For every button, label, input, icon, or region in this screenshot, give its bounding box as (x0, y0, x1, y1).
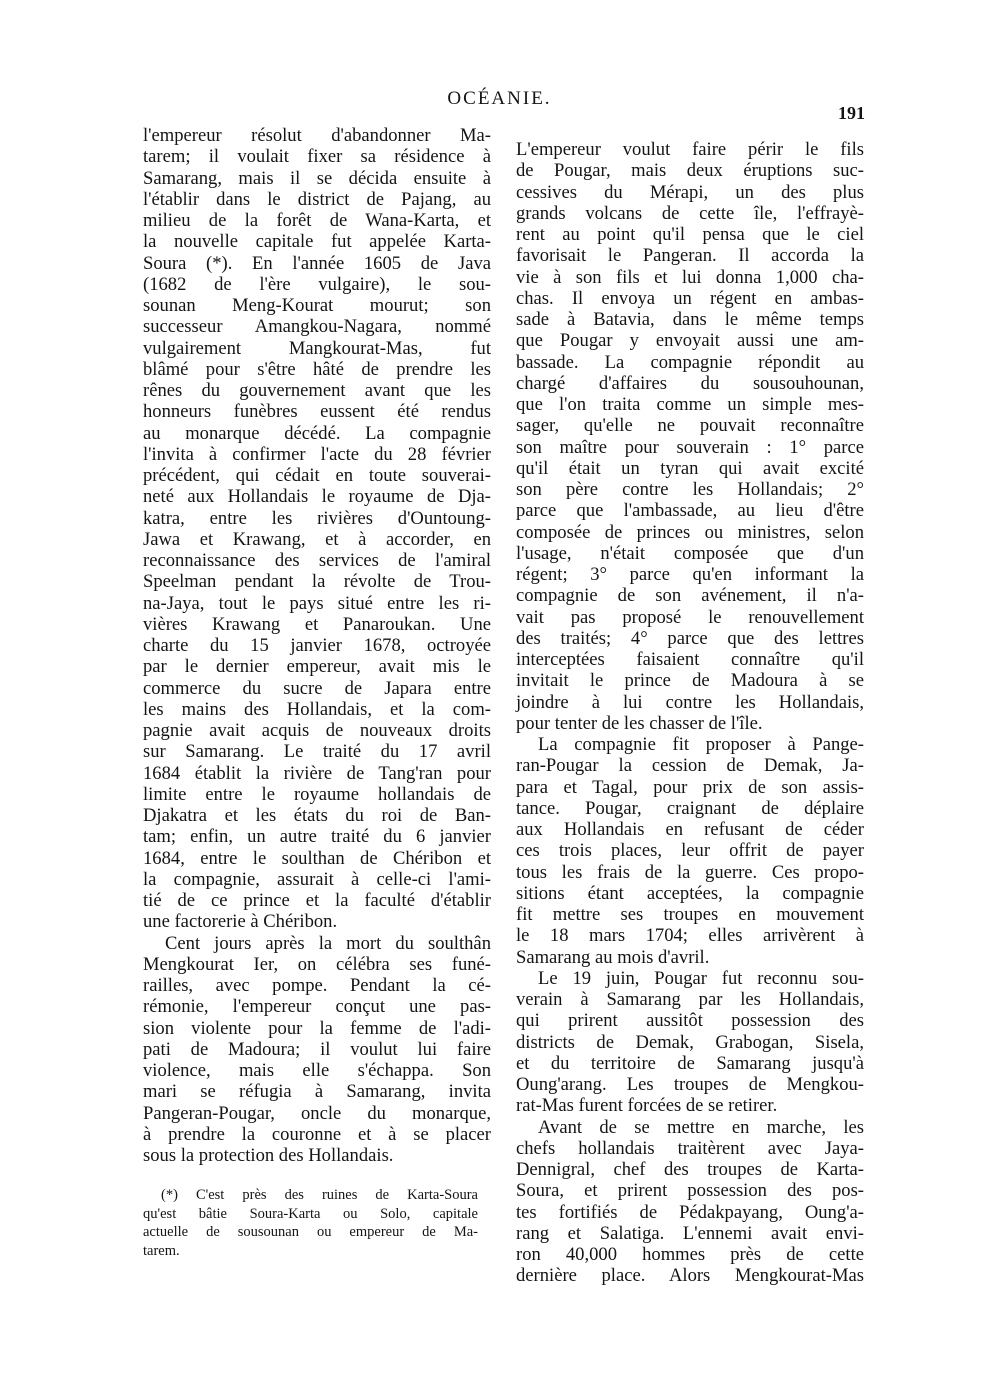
text-line: vait pas proposé le renouvellement (516, 606, 864, 628)
right-column (516, 139, 864, 1287)
text-line: Samarang au mois d'avril. (516, 946, 710, 968)
text-line: bassade. La compagnie répondit au (516, 351, 864, 373)
text-line: compagnie de son avénement, il n'a- (516, 585, 864, 607)
text-line: Jawa et Krawang, et à accorder, en (143, 528, 491, 550)
text-line: dernière place. Alors Mengkourat-Mas (516, 1265, 864, 1287)
text-line: Mengkourat Ier, on célébra ses funé- (143, 953, 491, 975)
text-line: pour tenter de les chasser de l'île. (516, 712, 763, 734)
text-line: (*) C'est près des ruines de Karta-Soura (161, 1187, 478, 1203)
text-line: à prendre la couronne et à se placer (143, 1123, 491, 1145)
footnote (143, 1186, 478, 1260)
text-line: de Pougar, mais deux éruptions suc- (516, 160, 864, 182)
text-line: précédent, qui cédait en toute souverai- (143, 465, 491, 486)
text-line: son père contre les Hollandais; 2° (516, 479, 864, 500)
text-line: sur Samarang. Le traité du 17 avril (143, 741, 491, 763)
text-line: milieu de la forêt de Wana-Karta, et (143, 210, 491, 231)
paragraph (143, 1186, 478, 1260)
text-line: tes fortifiés de Pédakpayang, Oung'a- (516, 1201, 864, 1223)
text-line: Soura, et prirent possession des pos- (516, 1180, 864, 1202)
text-line: na-Jaya, tout le pays situé entre les ri- (143, 592, 491, 614)
text-line: fit mettre ses troupes en mouvement (516, 904, 864, 925)
page-number: 191 (838, 103, 865, 123)
text-line: para et Tagal, pour prix de son assis- (516, 776, 864, 798)
text-line: ran-Pougar la cession de Demak, Ja- (516, 755, 864, 777)
text-line: régent; 3° parce qu'en informant la (516, 564, 864, 585)
text-line: Cent jours après la mort du soulthân (165, 932, 491, 954)
text-line: des traités; 4° parce que des lettres (516, 627, 864, 649)
paragraph (516, 968, 864, 1117)
text-line: violence, mais elle s'échappa. Son (143, 1060, 491, 1081)
text-line: verain à Samarang par les Hollandais, (516, 989, 864, 1010)
text-line: son maître pour souverain : 1° parce (516, 436, 864, 458)
text-line: qu'il était un tyran qui avait excité (516, 457, 864, 479)
text-line: sion violente pour la femme de l'adi- (143, 1017, 491, 1039)
text-line: Pangeran-Pougar, oncle du monarque, (143, 1102, 491, 1124)
text-line: sade à Batavia, dans le même temps (516, 309, 864, 330)
text-line: rat-Mas furent forcées de se retirer. (516, 1095, 778, 1117)
text-line: composée de princes ou ministres, selon (516, 521, 864, 543)
text-line: cessives du Mérapi, un des plus (516, 181, 864, 203)
text-line: tance. Pougar, craignant de déplaire (516, 797, 864, 819)
paragraph (143, 933, 491, 1167)
text-line: sounan Meng-Kourat mourut; son (143, 295, 491, 316)
text-line: vulgairement Mangkourat-Mas, fut (143, 337, 491, 359)
text-line: L'empereur voulut faire périr le fils (516, 139, 864, 160)
text-line: limite entre le royaume hollandais de (143, 783, 491, 805)
text-line: parce que l'ambassade, au lieu d'être (516, 500, 864, 522)
left-column (143, 125, 491, 1166)
text-line: honneurs funèbres eussent été rendus (143, 401, 491, 423)
paragraph (143, 125, 491, 933)
text-line: sager, qu'elle ne pouvait reconnaître (516, 415, 864, 437)
text-line: (1682 de l'ère vulgaire), le sou- (143, 273, 491, 295)
text-line: que l'on traita comme un simple mes- (516, 394, 864, 415)
text-line: Avant de se mettre en marche, les (538, 1116, 864, 1138)
text-line: rênes du gouvernement avant que les (143, 380, 491, 401)
text-line: une factorerie à Chéribon. (143, 911, 338, 933)
text-line: l'invita à confirmer l'acte du 28 février (143, 443, 491, 465)
text-line: pati de Madoura; il voulut lui faire (143, 1038, 491, 1060)
text-line: successeur Amangkou-Nagara, nommé (143, 316, 491, 338)
text-line: tarem. (143, 1242, 180, 1259)
text-line: vie à son fils et lui donna 1,000 cha- (516, 266, 864, 288)
text-line: Speelman pendant la révolte de Trou- (143, 571, 491, 593)
text-line: chargé d'affaires du sousouhounan, (516, 372, 864, 394)
text-line: chas. Il envoya un régent en ambas- (516, 287, 864, 309)
text-line: ces trois places, leur offrit de payer (516, 840, 864, 862)
text-line: railles, avec pompe. Pendant la cé- (143, 975, 491, 996)
text-line: grands volcans de cette île, l'effrayè- (516, 202, 864, 224)
text-line: la compagnie, assurait à celle-ci l'ami- (143, 868, 491, 890)
text-line: par le dernier empereur, avait mis le (143, 656, 491, 678)
text-line: tam; enfin, un autre traité du 6 janvier (143, 826, 491, 848)
text-line: 1684, entre le soulthan de Chéribon et (143, 847, 491, 869)
text-line: Soura (*). En l'année 1605 de Java (143, 252, 491, 274)
text-line: rémonie, l'empereur conçut une pas- (143, 996, 491, 1018)
text-line: le 18 mars 1704; elles arrivèrent à (516, 925, 864, 947)
text-line: rent au point qu'il pensa que le ciel (516, 224, 864, 245)
text-line: joindre à lui contre les Hollandais, (516, 691, 864, 713)
text-line: l'établir dans le district de Pajang, au (143, 188, 491, 210)
text-line: la nouvelle capitale fut appelée Karta- (143, 231, 491, 253)
text-line: et du territoire de Samarang jusqu'à (516, 1052, 864, 1074)
text-line: qu'est bâtie Soura-Karta ou Solo, capitale (143, 1205, 478, 1222)
text-line: La compagnie fit proposer à Pange- (538, 734, 864, 755)
text-line: interceptées faisaient connaître qu'il (516, 649, 864, 670)
text-line: l'empereur résolut d'abandonner Ma- (143, 125, 491, 146)
running-title: OCÉANIE. (447, 88, 552, 109)
text-line: Samarang, mais il se décida ensuite à (143, 167, 491, 189)
text-line: tarem; il voulait fixer sa résidence à (143, 146, 491, 168)
text-line: qui prirent aussitôt possession des (516, 1010, 864, 1032)
text-line: reconnaissance des services de l'amiral (143, 550, 491, 571)
text-line: blâmé pour s'être hâté de prendre les (143, 358, 491, 380)
paragraph (516, 734, 864, 968)
text-line: au monarque décédé. La compagnie (143, 422, 491, 444)
text-line: les mains des Hollandais, et la com- (143, 698, 491, 720)
text-line: katra, entre les rivières d'Ountoung- (143, 507, 491, 529)
text-line: favorisait le Pangeran. Il accorda la (516, 245, 864, 267)
text-line: aux Hollandais en refusant de céder (516, 819, 864, 840)
text-line: l'usage, n'était composée que d'un (516, 542, 864, 564)
text-line: 1684 établit la rivière de Tang'ran pour (143, 762, 491, 784)
text-line: que Pougar y envoyait aussi une am- (516, 330, 864, 352)
paragraph (516, 1117, 864, 1287)
text-line: Oung'arang. Les troupes de Mengkou- (516, 1074, 864, 1095)
text-line: tié de ce prince et la faculté d'établir (143, 890, 491, 911)
text-line: mari se réfugia à Samarang, invita (143, 1081, 491, 1103)
text-line: Djakatra et les états du roi de Ban- (143, 805, 491, 826)
text-line: commerce du sucre de Japara entre (143, 677, 491, 699)
paragraph (516, 139, 864, 734)
text-line: vières Krawang et Panaroukan. Une (143, 613, 491, 635)
text-line: Le 19 juin, Pougar fut reconnu sou- (538, 967, 864, 989)
text-line: Dennigral, chef des troupes de Karta- (516, 1159, 864, 1180)
text-line: districts de Demak, Grabogan, Sisela, (516, 1031, 864, 1053)
text-line: rang et Salatiga. L'ennemi avait envi- (516, 1222, 864, 1244)
text-line: neté aux Hollandais le royaume de Dja- (143, 486, 491, 508)
text-line: charte du 15 janvier 1678, octroyée (143, 635, 491, 656)
text-line: actuelle de sousounan ou empereur de Ma- (143, 1224, 478, 1240)
text-line: invitait le prince de Madoura à se (516, 670, 864, 692)
text-line: chefs hollandais traitèrent avec Jaya- (516, 1137, 864, 1159)
text-line: pagnie avait acquis de nouveaux droits (143, 720, 491, 741)
text-line: ron 40,000 hommes près de cette (516, 1244, 864, 1265)
text-line: sitions étant acceptées, la compagnie (516, 882, 864, 904)
text-line: tous les frais de la guerre. Ces propo- (516, 861, 864, 883)
text-line: sous la protection des Hollandais. (143, 1145, 394, 1166)
